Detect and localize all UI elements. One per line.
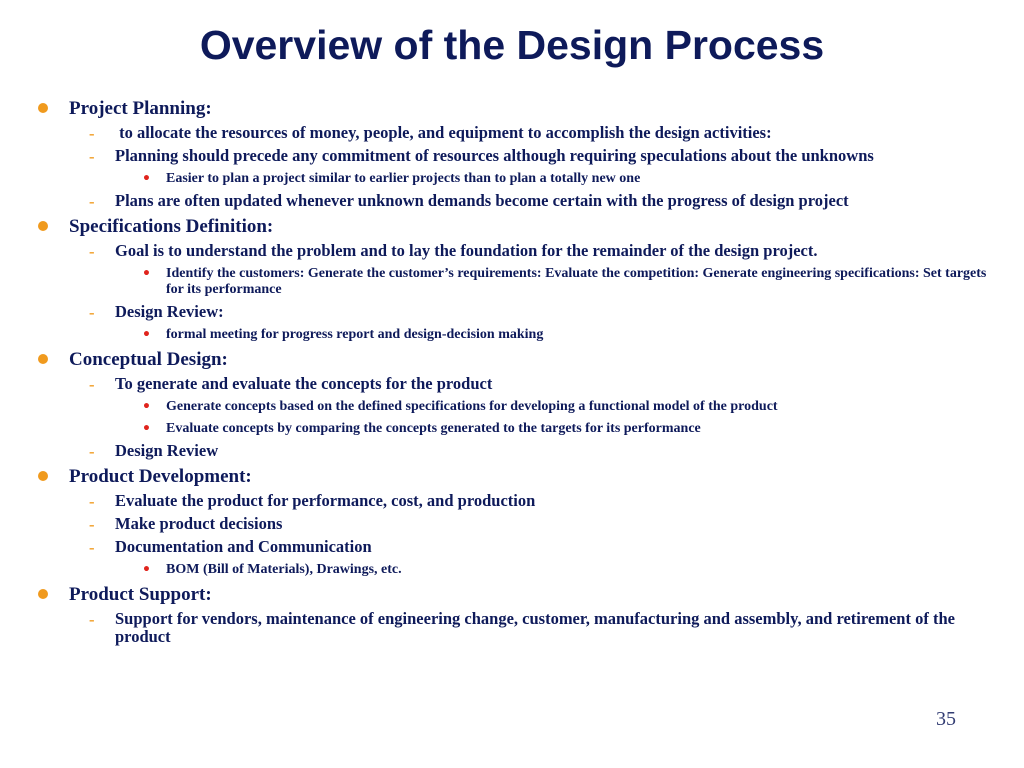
outline-item-text: Planning should precede any commitment of resources although requiring speculations about the unknowns: [115, 146, 874, 165]
slide-content: [38, 98, 993, 646]
outline-subitem-text: Easier to plan a project similar to earlier projects than to plan a totally new one: [166, 171, 641, 186]
section-heading: [38, 584, 993, 605]
dash-bullet-icon: –: [89, 446, 95, 459]
outline-item: [38, 515, 993, 533]
outline-item-text: Make product decisions: [115, 514, 283, 533]
outline-subitem: [38, 399, 993, 415]
section-heading-text: Product Support:: [69, 584, 212, 605]
outline-item: [38, 147, 993, 165]
outline-item-text: Plans are often updated whenever unknown demands become certain with the progress of design project: [115, 191, 849, 210]
dash-bullet-icon: –: [89, 151, 95, 164]
small-bullet-icon: •: [142, 421, 151, 437]
dash-bullet-icon: –: [89, 496, 95, 509]
outline-subitem-text: Evaluate concepts by comparing the concepts generated to the targets for its performance: [166, 421, 701, 436]
outline-item: [38, 242, 993, 260]
outline-item: [38, 192, 993, 210]
outline-item: [38, 610, 993, 646]
bullet-dot-icon: [38, 589, 48, 599]
small-bullet-icon: •: [142, 327, 151, 343]
slide-title: Overview of the Design Process: [199, 22, 825, 68]
dash-bullet-icon: –: [89, 196, 95, 209]
section-heading: [38, 216, 993, 237]
outline-item-text: Support for vendors, maintenance of engineering change, customer, manufacturing and assembly, and retirement of the product: [115, 609, 960, 646]
outline-subitem: [38, 171, 993, 187]
section-heading-text: Project Planning:: [69, 98, 212, 119]
outline-item: [38, 492, 993, 510]
bullet-dot-icon: [38, 354, 48, 364]
outline-item-text: Goal is to understand the problem and to lay the foundation for the remainder of the design project.: [115, 241, 818, 260]
small-bullet-icon: •: [142, 399, 151, 415]
outline-item: [38, 124, 993, 142]
outline-subitem-text: formal meeting for progress report and design-decision making: [166, 327, 544, 342]
outline-subitem-text: Identify the customers: Generate the customer’s requirements: Evaluate the competition: Generate engineering specifications: Set targets for its performance: [166, 266, 987, 297]
bullet-dot-icon: [38, 103, 48, 113]
page-number: 35: [936, 708, 956, 730]
outline-item: [38, 375, 993, 393]
dash-bullet-icon: –: [89, 307, 95, 320]
outline-subitem-text: Generate concepts based on the defined specifications for developing a functional model of the product: [166, 399, 778, 414]
section-heading-text: Specifications Definition:: [69, 216, 274, 237]
outline-item-text: Design Review:: [115, 302, 224, 321]
dash-bullet-icon: –: [89, 379, 95, 392]
outline-item-text: Design Review: [115, 441, 219, 460]
section-heading: [38, 466, 993, 487]
dash-bullet-icon: –: [89, 542, 95, 555]
bullet-dot-icon: [38, 471, 48, 481]
section-heading-text: Conceptual Design:: [69, 349, 228, 370]
dash-bullet-icon: –: [89, 519, 95, 532]
section-heading: [38, 349, 993, 370]
outline-item-text: To generate and evaluate the concepts for the product: [115, 374, 493, 393]
outline-subitem-text: BOM (Bill of Materials), Drawings, etc.: [166, 562, 402, 577]
outline-item-text: Evaluate the product for performance, cost, and production: [115, 491, 536, 510]
outline-subitem: [38, 266, 993, 298]
dash-bullet-icon: –: [89, 128, 95, 141]
small-bullet-icon: •: [142, 562, 151, 578]
outline-item-text: Documentation and Communication: [115, 537, 372, 556]
bullet-dot-icon: [38, 221, 48, 231]
small-bullet-icon: •: [142, 266, 151, 282]
outline-item: [38, 538, 993, 556]
outline-item: [38, 303, 993, 321]
outline-subitem: [38, 562, 993, 578]
small-bullet-icon: •: [142, 171, 151, 187]
outline-subitem: [38, 421, 993, 437]
dash-bullet-icon: –: [89, 246, 95, 259]
section-heading: [38, 98, 993, 119]
dash-bullet-icon: –: [89, 614, 95, 627]
outline-item-text: to allocate the resources of money, people, and equipment to accomplish the design activities:: [115, 123, 772, 142]
outline-subitem: [38, 327, 993, 343]
outline-item: [38, 442, 993, 460]
section-heading-text: Product Development:: [69, 466, 252, 487]
